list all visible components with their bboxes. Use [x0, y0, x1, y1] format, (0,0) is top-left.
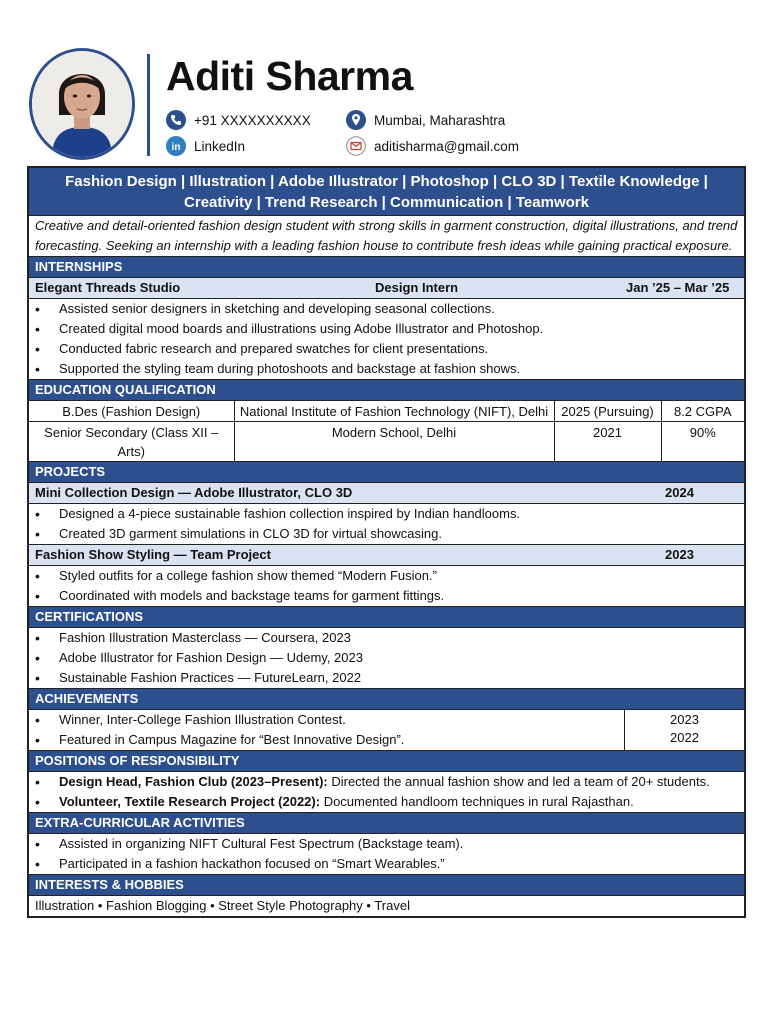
- list-item: • Fashion Illustration Masterclass — Coursera, 2023: [59, 628, 744, 648]
- location-contact: [346, 110, 505, 130]
- responsibility-title: Design Head, Fashion Club (2023–Present):: [59, 774, 328, 789]
- list-item: • Assisted in organizing NIFT Cultural Fest Spectrum (Backstage team).: [59, 834, 744, 854]
- svg-text:in: in: [171, 142, 181, 153]
- email-icon: [346, 136, 366, 156]
- responsibility-title: Volunteer, Textile Research Project (2022):: [59, 794, 321, 809]
- project-year: 2023: [665, 547, 694, 562]
- section-heading-certifications: CERTIFICATIONS: [29, 606, 744, 627]
- email-contact[interactable]: [346, 136, 519, 156]
- achievement-list: [29, 710, 624, 750]
- list-item: [59, 792, 744, 812]
- list-item: • Sustainable Fashion Practices — FutureLearn, 2022: [59, 668, 744, 688]
- project-title: Fashion Show Styling — Team Project: [35, 547, 271, 562]
- list-item: • Created 3D garment simulations in CLO 3D for virtual showcasing.: [59, 524, 744, 544]
- list-item: • Conducted fabric research and prepared swatches for client presentations.: [59, 339, 744, 359]
- certification-list: [29, 627, 744, 688]
- skills-line: Fashion Design | Illustration | Adobe Illustrator | Photoshop | CLO 3D | Textile Knowledge |: [65, 173, 708, 190]
- list-item: [59, 772, 744, 792]
- project-header: [29, 544, 744, 566]
- extracurricular-list: [29, 833, 744, 874]
- section-heading-achievements: ACHIEVEMENTS: [29, 688, 744, 709]
- list-item: • Styled outfits for a college fashion show themed “Modern Fusion.”: [59, 566, 744, 586]
- list-item: • Winner, Inter-College Fashion Illustration Contest.: [59, 710, 624, 730]
- table-row: [29, 401, 744, 422]
- list-item: • Participated in a fashion hackathon focused on “Smart Wearables.”: [59, 854, 744, 874]
- internship-dates: Jan ’25 – Mar ’25: [626, 280, 730, 295]
- project-bullets: [29, 566, 744, 606]
- internship-company: Elegant Threads Studio: [35, 280, 181, 295]
- phone-text: +91 XXXXXXXXXX: [194, 112, 311, 128]
- achievement-year: 2023: [670, 712, 699, 727]
- phone-icon: [166, 110, 186, 130]
- responsibility-text: Directed the annual fashion show and led a team of 20+ students.: [327, 774, 710, 789]
- achievements-years-col: [625, 710, 744, 750]
- resume-header: [0, 0, 772, 166]
- section-heading-responsibility: POSITIONS OF RESPONSIBILITY: [29, 750, 744, 771]
- edu-year: 2025 (Pursuing): [554, 401, 661, 422]
- internship-role: Design Intern: [375, 280, 459, 295]
- candidate-name: Aditi Sharma: [166, 53, 413, 99]
- profile-photo: [29, 48, 135, 160]
- section-heading-internships: INTERNSHIPS: [29, 256, 744, 277]
- responsibility-text: Documented handloom techniques in rural Rajasthan.: [320, 794, 634, 809]
- education-table-wrap: [29, 400, 744, 461]
- section-heading-extracurricular: EXTRA-CURRICULAR ACTIVITIES: [29, 812, 744, 833]
- skills-line: Creativity | Trend Research | Communication | Teamwork: [184, 194, 589, 211]
- internship-header: [29, 277, 744, 299]
- location-text: Mumbai, Maharashtra: [374, 112, 506, 128]
- linkedin-contact[interactable]: [166, 136, 245, 156]
- responsibility-list: [29, 771, 744, 812]
- internship-bullets: [29, 299, 744, 379]
- email-link[interactable]: aditisharma@gmail.com: [374, 138, 519, 154]
- edu-degree: B.Des (Fashion Design): [29, 401, 234, 422]
- edu-institute: National Institute of Fashion Technology (NIFT), Delhi: [234, 401, 554, 422]
- interests-text: Illustration • Fashion Blogging • Street Style Photography • Travel: [29, 895, 744, 916]
- list-item: • Created digital mood boards and illustrations using Adobe Illustrator and Photoshop.: [59, 319, 744, 339]
- list-item: • Adobe Illustrator for Fashion Design — Udemy, 2023: [59, 648, 744, 668]
- achievement-year: 2022: [670, 730, 699, 745]
- education-table: [29, 401, 744, 461]
- project-year: 2024: [665, 485, 694, 500]
- list-item: • Featured in Campus Magazine for “Best Innovative Design”.: [59, 730, 624, 750]
- project-title: Mini Collection Design — Adobe Illustrator, CLO 3D: [35, 485, 353, 500]
- table-row: [29, 422, 744, 462]
- header-divider: [147, 54, 150, 156]
- linkedin-link[interactable]: LinkedIn: [194, 138, 246, 154]
- location-pin-icon: [346, 110, 366, 130]
- project-bullets: [29, 504, 744, 544]
- resume-body: [27, 166, 746, 918]
- section-heading-education: EDUCATION QUALIFICATION: [29, 379, 744, 400]
- section-heading-projects: PROJECTS: [29, 461, 744, 482]
- skills-banner: [29, 168, 744, 215]
- list-item: • Supported the styling team during photoshoots and backstage at fashion shows.: [59, 359, 744, 379]
- edu-score: 90%: [661, 422, 744, 462]
- section-heading-interests: INTERESTS & HOBBIES: [29, 874, 744, 895]
- achievements-list-col: [29, 710, 625, 750]
- summary-text: Creative and detail-oriented fashion design student with strong skills in garment construction, digital illustrations, and trend forecasting. Seeking an internship with a leading fashion house to contribute fresh ideas while gaining practical exposure.: [29, 215, 744, 256]
- list-item: • Coordinated with models and backstage teams for garment fittings.: [59, 586, 744, 606]
- list-item: • Assisted senior designers in sketching and developing seasonal collections.: [59, 299, 744, 319]
- edu-year: 2021: [554, 422, 661, 462]
- linkedin-icon: [166, 136, 186, 156]
- project-header: [29, 482, 744, 504]
- avatar-portrait: [32, 51, 132, 157]
- edu-institute: Modern School, Delhi: [234, 422, 554, 462]
- achievements-block: [29, 709, 744, 750]
- list-item: • Designed a 4-piece sustainable fashion collection inspired by Indian handlooms.: [59, 504, 744, 524]
- edu-score: 8.2 CGPA: [661, 401, 744, 422]
- edu-degree: Senior Secondary (Class XII – Arts): [29, 422, 234, 462]
- phone-contact: [166, 110, 311, 130]
